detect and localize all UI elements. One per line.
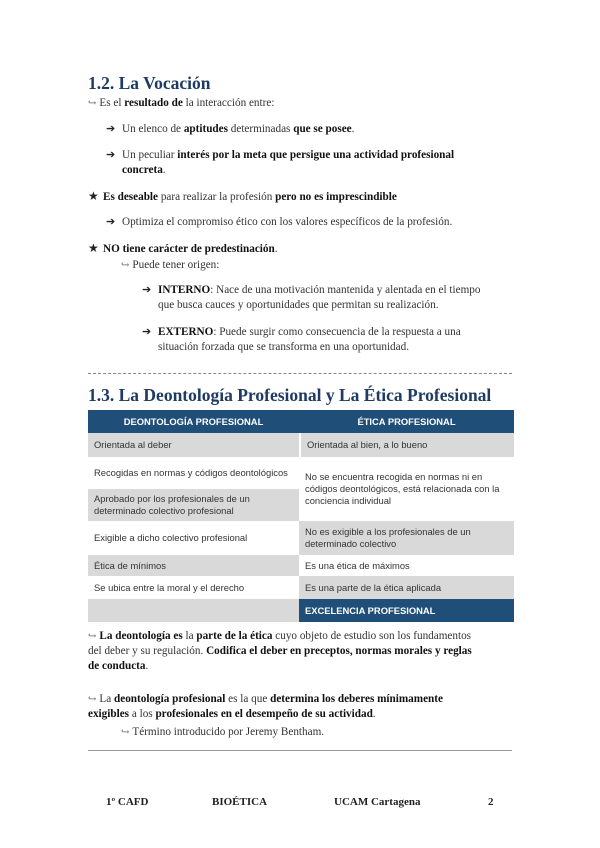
footer-divider [88,750,512,751]
table-cell: Recogidas en normas y códigos deontológicos [88,457,299,489]
star-predestinacion: ★ NO tiene carácter de predestinación. [88,241,278,255]
table-cell: Orientada al bien, a lo bueno [299,433,514,457]
section-title-vocacion: 1.2. La Vocación [88,73,211,93]
arrow-right-icon: ➔ [142,326,152,338]
footer-excelencia: EXCELENCIA PROFESIONAL [299,599,514,622]
table-cell: No se encuentra recogida en normas ni en códigos deontológicos, está relacionada con la conciencia individual [299,457,514,521]
table-row [88,521,514,555]
bullet-aptitudes: ➔ Un elenco de aptitudes determinadas que se posee. [106,123,355,135]
hook-arrow-icon: ↪ [88,631,97,642]
footer-campus: UCAM Cartagena [334,796,421,808]
table-footer-row [88,599,514,622]
paragraph-deontologia: ↪ La deontología es la parte de la ética cuyo objeto de estudio son los fundamentos del deber y su regulación. Codifica el deber en preceptos, normas morales y reglas de conducta. [88,630,472,672]
hook-arrow-icon: ↪ [121,727,130,738]
footer-page-number: 2 [488,796,494,808]
table-row [88,576,514,599]
star-deseable: ★ Es deseable para realizar la profesión pero no es imprescindible [88,189,397,203]
table-cell: No es exigible a los profesionales de un determinado colectivo [299,521,514,555]
table-cell: Exigible a dicho colectivo profesional [88,521,299,555]
bullet-externo: ➔ EXTERNO: Puede surgir como consecuencia de la respuesta a una situación forzada que se transforma en una oportunidad. [142,326,461,353]
table-row [88,433,514,457]
table-cell: Ética de mínimos [88,555,299,576]
hook-arrow-icon: ↪ [88,98,97,109]
table-header-row [88,410,514,433]
footer-subject: BIOÉTICA [212,796,268,808]
table-row [88,555,514,576]
table-row [88,457,514,489]
hook-arrow-icon: ↪ [88,694,97,705]
table-cell-empty [88,599,299,622]
bullet-optimiza: ➔ Optimiza el compromiso ético con los valores específicos de la profesión. [106,216,453,228]
section-title-deontologia: 1.3. La Deontología Profesional y La Ética Profesional [88,385,492,405]
intro-line: ↪ Es el resultado de la interacción entre: [88,97,275,109]
table-cell: Se ubica entre la moral y el derecho [88,576,299,599]
bullet-interno: ➔ INTERNO: Nace de una motivación mantenida y alentada en el tiempo que busca cauces y oportunidades que permitan su realización. [142,284,481,311]
table-cell: Es una ética de máximos [299,555,514,576]
arrow-right-icon: ➔ [106,123,116,135]
section-divider [88,373,512,374]
footer-course: 1º CAFD [106,796,149,808]
star-icon: ★ [88,241,99,255]
table-cell: Orientada al deber [88,433,299,457]
header-etica: ÉTICA PROFESIONAL [299,410,514,433]
arrow-right-icon: ➔ [142,284,152,296]
arrow-right-icon: ➔ [106,216,116,228]
bullet-interes: ➔ Un peculiar interés por la meta que persigue una actividad profesional concreta. [106,149,455,176]
arrow-right-icon: ➔ [106,149,116,161]
bentham-line: ↪ Término introducido por Jeremy Bentham. [121,726,325,738]
header-deontologia: DEONTOLOGÍA PROFESIONAL [88,410,299,433]
table-cell: Aprobado por los profesionales de un determinado colectivo profesional [88,489,299,521]
comparison-table [88,410,514,622]
star-icon: ★ [88,189,99,203]
hook-arrow-icon: ↪ [121,260,130,271]
origin-line: ↪ Puede tener origen: [121,259,220,271]
table-cell: Es una parte de la ética aplicada [299,576,514,599]
paragraph-deontologia-profesional: ↪ La deontología profesional es la que determina los deberes mínimamente exigibles a los profesionales en el desempeño de su actividad. [88,693,443,720]
